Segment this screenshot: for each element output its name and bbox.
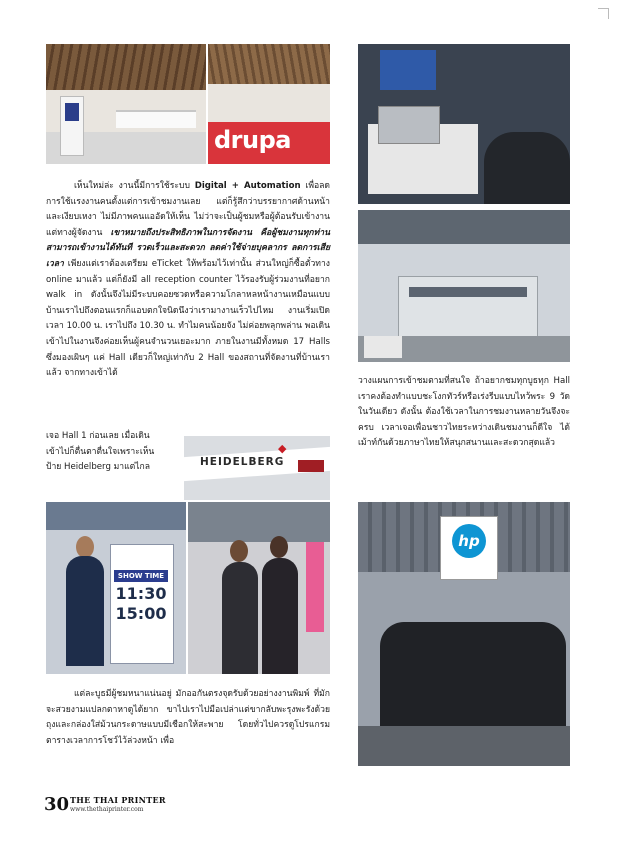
press-machine: [398, 276, 538, 338]
heidelberg-logo-text: HEIDELBERG: [200, 456, 285, 468]
visitor-crowd: [484, 132, 570, 204]
visitor-group: [380, 622, 566, 726]
photo-two-visitors: [188, 502, 330, 674]
photo-show-time-board: [46, 502, 186, 674]
show-time-1: 11:30: [115, 584, 167, 603]
para1-lead: เห็นใหม่ล่ะ งานนี้มีการใช้ระบบ: [74, 181, 195, 191]
photo-heidelberg-sign: [184, 436, 330, 500]
page-number: 30: [44, 794, 70, 815]
person-head: [76, 536, 94, 558]
photo-booth-visitors: [358, 44, 570, 204]
ticket-kiosk: [60, 96, 84, 156]
show-time-label: SHOW TIME: [114, 570, 168, 582]
ceiling-wood: [46, 44, 206, 90]
hall-banner: [298, 460, 324, 472]
article-paragraph-2: [46, 687, 330, 749]
booth-backdrop: [46, 502, 186, 530]
para1-bold: Digital + Automation: [194, 181, 301, 191]
drupa-logo-text: drupa: [214, 126, 291, 154]
para1-italic: เขาหมายถึงประสิทธิภาพในการจัดงาน คือผู้ชมงานทุกท่านสามารถเข้างานได้ทันที รวดเร็วและสะดวก ลดค่าใช้จ่ายบุคลากร ลดการเสียเวลา: [46, 227, 330, 269]
page-corner-mark: [598, 8, 609, 19]
floor-sign: [364, 336, 402, 358]
hall-roof: [358, 210, 570, 244]
photo-printing-press: [358, 210, 570, 362]
para2-text: แต่ละบูธมีผู้ชมหนาแน่นอยู่ มักออกันตรงจุดรับด้วยอย่างงานพิมพ์ ที่มักจะสวยงามแปลกตาหาดูได้ยาก ขาไปเราไปมือเปล่าแต่ขากลับพะรุงพะรังด้วยถุงและกล่องใส่ม้วนกระดาษแบบมีเชือกให้สะพาย โดยทั่วไปควรดูโปรแกรมตารางเวลาการโชว์ไว้ล่วงหน้า เพื่อ: [46, 689, 330, 746]
reception-counter: [116, 110, 196, 128]
brand-mark-icon: ◆: [278, 442, 287, 455]
ceiling-wood-right: [208, 44, 330, 84]
para1-wrap-line-1: เจอ Hall 1 ก่อนเลย เมื่อเดิน: [46, 431, 150, 441]
show-time-2: 15:00: [115, 604, 167, 623]
magazine-website: www.thethaiprinter.com: [70, 806, 144, 813]
article-paragraph-1-wrap: [46, 429, 182, 476]
visitor-woman-2: [262, 558, 298, 674]
hall-floor: [358, 726, 570, 766]
machine-panel: [378, 106, 440, 144]
para1-wrap-line-3: ป้าย Heidelberg มาแต่ไกล: [46, 462, 151, 473]
article-paragraph-1: [46, 179, 330, 382]
visitor-man: [66, 556, 104, 666]
visitor-woman-1: [222, 562, 258, 674]
hp-logo-icon: hp: [452, 524, 486, 558]
photo-hp-booth-group: [358, 502, 570, 766]
photo-drupa-entrance: [46, 44, 330, 164]
person-head: [270, 536, 288, 558]
para1-text-b: เพียงแต่เราต้องเตรียม eTicket ให้พร้อมไว้เท่านั้น ส่วนใหญ่ก็ซื้อตั๋วทาง online มาแล้ว แต่ก็ยังมี all reception counter ไว้รองรับผู้ร่วมงานที่อยาก walk in ดังนั้นจึงไม่มีระบบคอยซวดหรือความโกลาหลหน้างานเหมือนแบบบ้านเราไปถึงตอนแรกก็แอบตกใจนิดนึงว่าเรามางานเร็วไปไหม งานเริ่มเปิดเวลา 10.00 น. เราไปถึง 10.30 น. ทำไมคนน้อยจัง ไม่ค่อยพลุกพล่าน พอเดินเข้าไปในงานจึงค่อยเห็นผู้คนจำนวนเยอะมาก ภายในงานมีทั้งหมด 17 Halls ซึ่งมองเผินๆ แค่ Hall เดียวก็ใหญ่เท่ากับ 2 Hall ของสถานที่จัดงานที่บ้านเราแล้ว จากทางเข้าได้: [46, 258, 331, 379]
article-right-paragraph: [358, 374, 570, 452]
para1-text-a: เพื่อลดการใช้แรงงานคนตั้งแต่การเข้าชมงานเลย แต่ก็รู้สึกว่าบรรยากาศด้านหน้าและเงียบเหงา ไม่มีภาพคนแออัดให้เห็น ไม่ว่าจะเป็นผู้ชมหรือผู้ต้อนรับเข้างาน แต่ทางผู้จัดงาน: [46, 181, 330, 238]
booth-screen: [380, 50, 436, 90]
pink-banner: [306, 542, 324, 632]
para1-wrap-line-2: เข้าไปก็ตื่นตาตื่นใจเพราะเห็น: [46, 446, 155, 457]
booth-backdrop: [188, 502, 330, 542]
person-head: [230, 540, 248, 562]
right-para-text: วางแผนการเข้าชมตามที่สนใจ ถ้าอยากชมทุกบูธทุก Hall เราคงต้องทำแบบชะโงกทัวร์หรือเร่งรีบแบบไหว้พระ 9 วัดในวันเดียว ดังนั้น ต้องใช้เวลาในการชมงานหลายวันจึงจะครบ เวลาเจอเพื่อนชาวไทยระหว่างเดินชมงานก็ดีใจ ได้เม้าท์กันด้วยภาษาไทยให้สนุกสนานและสะดวกสุดแล้ว: [358, 376, 570, 449]
magazine-name: THE THAI PRINTER: [70, 795, 166, 805]
